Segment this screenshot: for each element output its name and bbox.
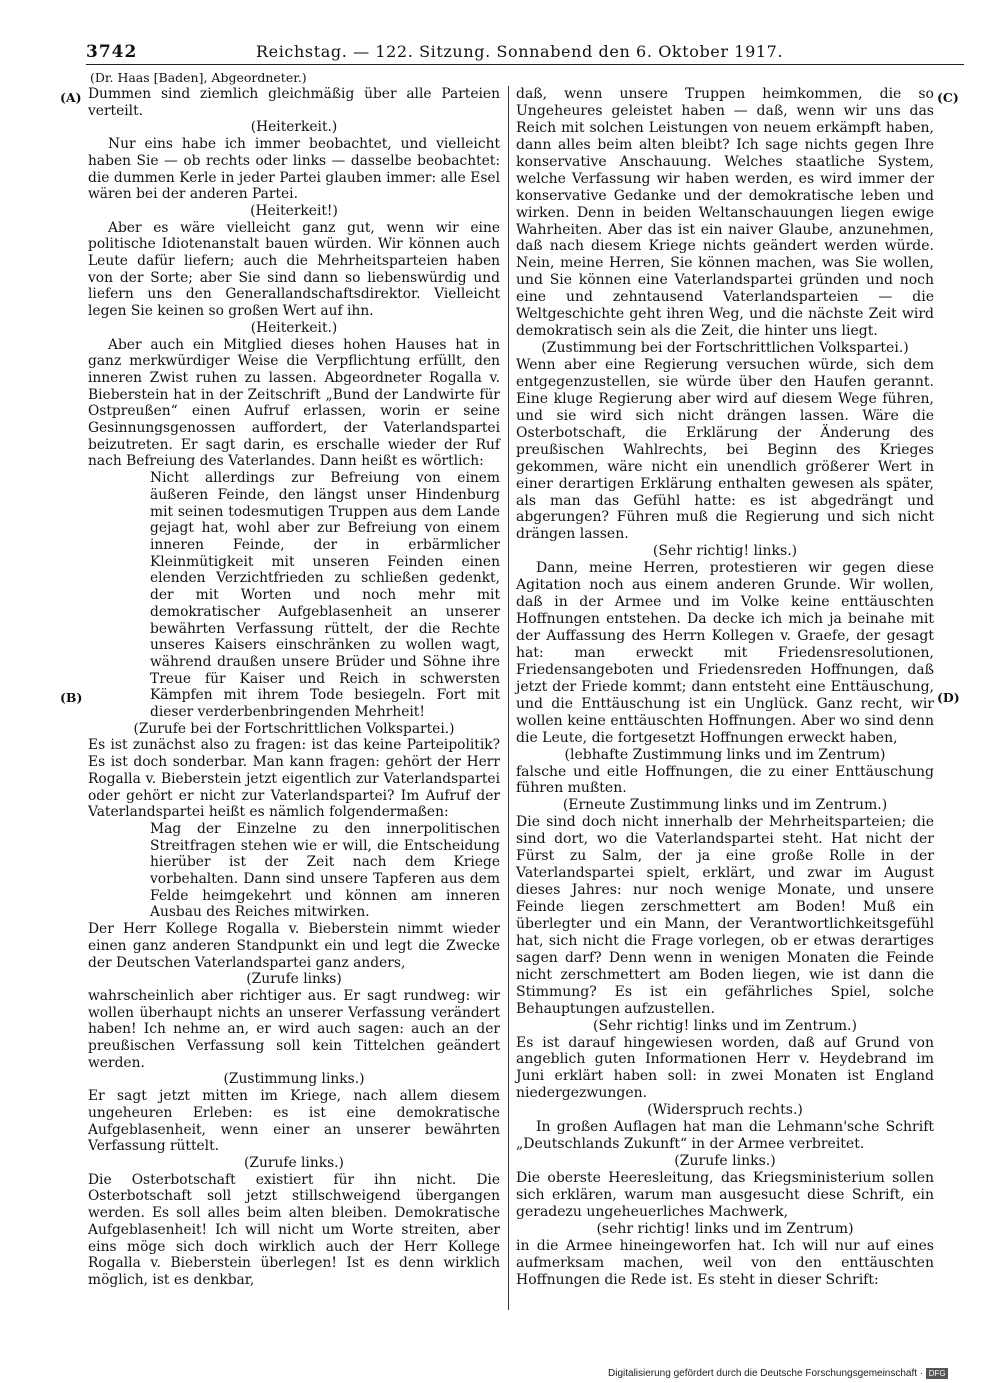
paragraph: Es ist zunächst also zu fragen: ist das keine Parteipolitik? Es ist doch sonderbar. Man kann fragen: gehört der Herr Rogalla v. Bieberstein jetzt eigentlich zur Vaterlandspartei oder gehört er nicht zur Vaterlandspartei? Im Aufruf der Vaterlandspartei heißt es nämlich folgendermaßen:	[88, 737, 500, 821]
margin-mark-c: (C)	[937, 90, 959, 105]
interjection: (Zurufe bei der Fortschrittlichen Volkspartei.)	[133, 720, 455, 737]
interjection: (Heiterkeit.)	[250, 119, 338, 136]
interjection: (Zurufe links)	[246, 971, 342, 988]
speaker-line: (Dr. Haas [Baden], Abgeordneter.)	[90, 70, 307, 85]
left-column	[88, 86, 500, 1289]
margin-mark-a: (A)	[60, 90, 82, 105]
interjection: (Zurufe links.)	[244, 1155, 344, 1171]
margin-mark-d: (D)	[937, 690, 960, 705]
block-quote: Mag der Einzelne zu den innerpolitischen Streitfragen stehen wie er will, die Entscheidung hierüber ist der Zeit nach dem Kriege vorbehalten. Dann sind unsere Tapferen aus dem Felde heimgekehrt und können am inneren Ausbau des Reiches mitwirken.	[150, 820, 500, 921]
paragraph: In großen Auflagen hat man die Lehmann'sche Schrift „Deutschlands Zukunft“ in der Armee verbreitet.	[516, 1119, 934, 1153]
paragraph: Aber auch ein Mitglied dieses hohen Hauses hat in ganz merkwürdiger Weise die Verpflichtung erfüllt, den inneren Zwist ruhen zu lassen. Abgeordneter Rogalla v. Bieberstein hat in der Zeitschrift „Bund der Landwirte für Ostpreußen“ einen Aufruf erlassen, worin er seine Gesinnungsgenossen auffordert, der Vaterlandspartei beizutreten. Er sagt darin, es erschalle wieder der Ruf nach Befreiung des Vaterlandes. Dann heißt es wörtlich:	[88, 336, 500, 470]
paragraph: daß, wenn unsere Truppen heimkommen, die so Ungeheures geleistet haben — daß, wenn wir uns das Reich mit solchen Leistungen von neuem erkämpft haben, dann alles beim alten bleibt? Ich sage nichts gegen Ihre konservative Anschauung. Welches staatliche System, welche Verfassung wir haben werden, es wird immer der konservative Gedanke und der demokratische leben und wirken. Denn in beiden Weltanschauungen liegen ewige Wahrheiten. Aber das ist ein naiver Glaube, anzunehmen, daß nach diesem Kriege nichts geändert werden würde. Nein, meine Herren, Sie können machen, was Sie wollen, und Sie können eine Vaterlandspartei gründen und noch eine und zehntausend Vaterlandsparteien — die Weltgeschichte geht ihren Weg, und die nächste Zeit wird demokratisch sein als die Zeit, die hinter uns liegt.	[516, 86, 934, 340]
paragraph: Die sind doch nicht innerhalb der Mehrheitsparteien; die sind dort, wo die Vaterlandspartei steht. Hat nicht der Fürst zu Salm, der ja eine große Rolle in der Vaterlandspartei spielt, erklärt, und zwar im August dieses Jahres: nur noch wenige Monate, und unsere Feinde liegen zerschmettert am Boden! Muß ein überlegter und ein Mann, der Verantwortlichkeitsgefühl hat, sich nicht die Frage vorlegen, ob er etwas derartiges sagen darf? Denn wenn in wenigen Monaten die Feinde nicht zerschmettert am Boden liegen, wie ist dann die Stimmung? Es ist ein gefährliches Spiel, solche Behauptungen aufzustellen.	[516, 814, 934, 1017]
block-quote: Nicht allerdings zur Befreiung von einem äußeren Feinde, den längst unser Hindenburg mit seinen todesmutigen Truppen aus dem Lande gejagt hat, wohl aber zur Befreiung von einem inneren Feinde, der in erbärmlicher Kleinmütigkeit mit unseren Feinden einen elenden Verzichtfrieden zu schließen gedenkt, der mit Worten und noch mehr mit demokratischer Aufgeblasenheit an unserer bewährten Verfassung rüttelt, der die Rechte unseres Kaisers einschränken zu wollen wagt, während draußen unsere Brüder und Söhne ihre Treue für Kaiser und Reich in schwersten Kämpfen mit ihrem Tode besiegeln. Fort mit dieser verderbenbringenden Mehrheit!	[150, 470, 500, 721]
interjection: (Sehr richtig! links und im Zentrum.)	[593, 1017, 857, 1034]
page-header	[86, 42, 964, 64]
paragraph: in die Armee hineingeworfen hat. Ich will nur auf eines aufmerksam machen, weil von den enttäuschten Hoffnungen die Rede ist. Es steht in dieser Schrift:	[516, 1237, 934, 1288]
interjection: (Heiterkeit.)	[250, 319, 338, 336]
paragraph: Es ist darauf hingewiesen worden, daß auf Grund von angeblich guten Informationen Herr v. Heydebrand im Juni erklärt haben soll: in zwei Monaten ist England niedergezwungen.	[516, 1034, 934, 1102]
paragraph: Dummen sind ziemlich gleichmäßig über alle Parteien verteilt.	[88, 86, 500, 119]
interjection: (Zurufe links.)	[674, 1153, 776, 1170]
interjection: (Erneute Zustimmung links und im Zentrum.)	[562, 797, 888, 814]
interjection: (Zustimmung bei der Fortschrittlichen Volkspartei.)	[541, 340, 909, 357]
running-head: Reichstag. — 122. Sitzung. Sonnabend den 6. Oktober 1917.	[256, 42, 784, 61]
footer-text: Digitalisierung gefördert durch die Deutsche Forschungsgemeinschaft ·	[608, 1368, 924, 1380]
paragraph: Die Osterbotschaft existiert für ihn nicht. Die Osterbotschaft soll jetzt stillschweigend übergangen werden. Es soll alles beim alten bleiben. Demokratische Aufgeblasenheit! Ich will nicht um Worte streiten, aber eins möge sich doch wirklich auch der Herr Kollege Rogalla v. Bieberstein überlegen! Ist es denn wirklich möglich, ist es denkbar,	[88, 1171, 500, 1288]
footer-credit	[608, 1368, 948, 1379]
interjection: (Sehr richtig! links.)	[652, 543, 798, 560]
page-number: 3742	[86, 42, 138, 62]
paragraph: Nur eins habe ich immer beobachtet, und vielleicht haben Sie — ob rechts oder links — dasselbe beobachtet: die dummen Kerle in jeder Partei glauben immer: alle Esel wären bei der anderen Partei.	[88, 136, 500, 203]
interjection: (lebhafte Zustimmung links und im Zentrum)	[564, 746, 886, 763]
paragraph: Der Herr Kollege Rogalla v. Bieberstein nimmt wieder einen ganz anderen Standpunkt ein und legt die Zwecke der Deutschen Vaterlandspartei ganz anders,	[88, 921, 500, 971]
paragraph: Dann, meine Herren, protestieren wir gegen diese Agitation noch aus einem anderen Grunde. Wir wollen, daß in der Armee und im Volke keine enttäuschten Hoffnungen entstehen. Da decke ich mich ja beinahe mit der Auffassung des Herrn Kollegen v. Graefe, der gesagt hat: man erweckt mit Friedensresolutionen, Friedensangeboten und Friedensreden Hoffnungen, daß jetzt der Friede kommt; dann entsteht eine Enttäuschung, und die Enttäuschung ist ein Unglück. Ganz recht, wir wollen keine enttäuschten Hoffnungen. Aber wo sind denn die Leute, die fortgesetzt Hoffnungen erweckt haben,	[516, 560, 934, 746]
paragraph: Wenn aber eine Regierung versuchen würde, sich dem entgegenzustellen, sie würde über den Haufen gerannt. Eine kluge Regierung aber wird auf diesem Wege führen, und sie wird sich nicht drängen lassen. Wäre die Osterbotschaft, die Erklärung der Änderung des preußischen Wahlrechts, bei Beginn des Krieges gekommen, wäre nicht ein unendlich größerer Wert in einer derartigen Erklärung enthalten gewesen als später, als man das Gefühl hatte: es ist abgedrängt und abgerungen? Führen muß die Regierung und sich nicht drängen lassen.	[516, 357, 934, 543]
paragraph: wahrscheinlich aber richtiger aus. Er sagt rundweg: wir wollen überhaupt nichts an unserer Verfassung verändert haben! Ich nehme an, er wird auch sagen: auch an der preußischen Verfassung soll kein Tittelchen geändert werden.	[88, 987, 500, 1071]
right-column	[516, 86, 934, 1289]
column-divider	[508, 86, 509, 1310]
paragraph: Die oberste Heeresleitung, das Kriegsministerium sollen sich erklären, warum man ausgesucht diese Schrift, ein geradezu ungeheuerliches Machwerk,	[516, 1170, 934, 1220]
interjection: (Widerspruch rechts.)	[647, 1102, 803, 1119]
interjection: (Heiterkeit!)	[250, 202, 338, 219]
header-rule	[86, 64, 964, 65]
paragraph: Er sagt jetzt mitten im Kriege, nach allem diesem ungeheuren Erleben: es ist eine demokratische Aufgeblasenheit, wenn einer an unserer bewährten Verfassung rüttelt.	[88, 1088, 500, 1155]
paragraph: Aber es wäre vielleicht ganz gut, wenn wir eine politische Idiotenanstalt bauen würden. Wir können auch Leute dafür liefern; auch die Mehrheitsparteien haben von der Sorte; aber Sie sind dann so liebenswürdig und liefern uns den Generallandschaftsdirektor. Vielleicht legen Sie keinen so großen Wert auf ihn.	[88, 219, 500, 320]
margin-mark-b: (B)	[60, 690, 83, 705]
dfg-logo: DFG	[926, 1368, 948, 1379]
paragraph: falsche und eitle Hoffnungen, die zu einer Enttäuschung führen mußten.	[516, 763, 934, 797]
interjection: (Zustimmung links.)	[223, 1071, 365, 1088]
interjection: (sehr richtig! links und im Zentrum)	[596, 1220, 854, 1237]
